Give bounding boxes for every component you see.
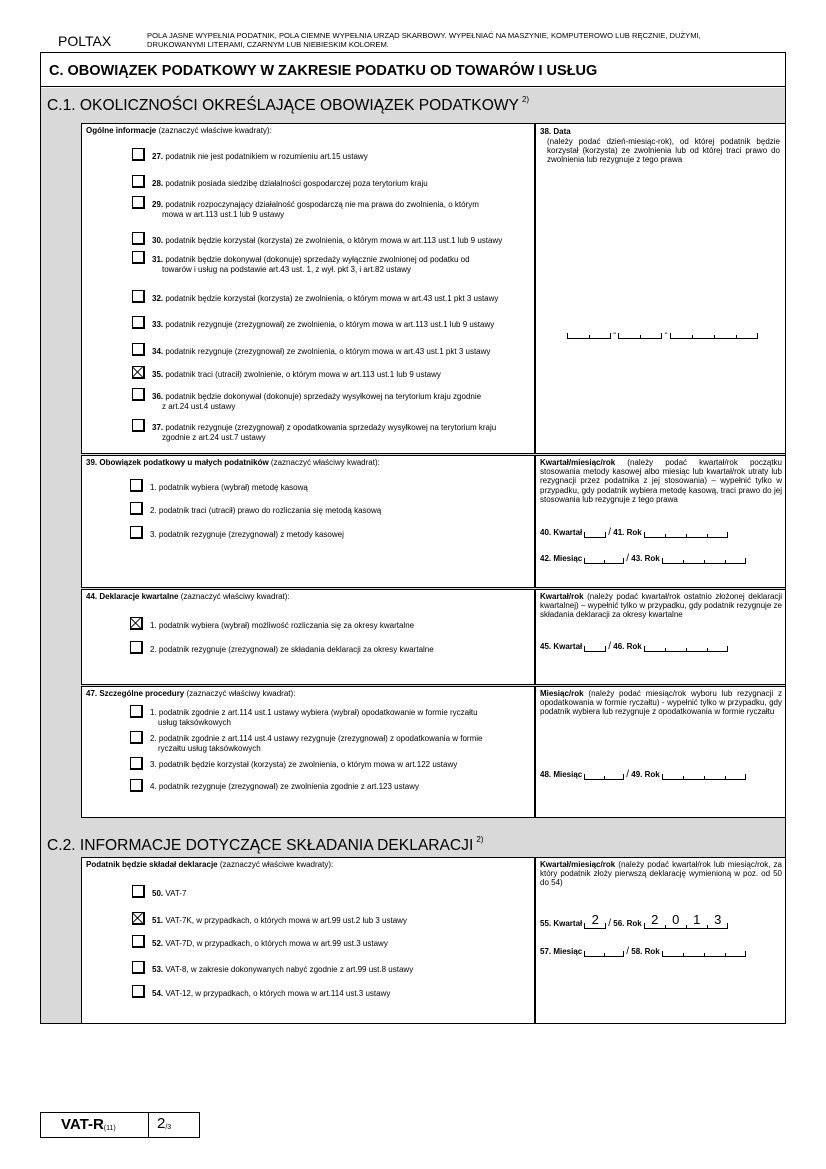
checkbox[interactable] [130,479,143,492]
item-label: 1. podatnik wybiera (wybrał) możliwość rozliczania się za okresy kwartalne [150,621,415,630]
item-label: 32. podatnik będzie korzystał (korzysta) ze zwolnienia, o którym mowa w art.43 ust.1 pkt 3 ustawy [152,294,499,303]
special-procedures-box [81,686,535,818]
cash-method-period-box [535,455,786,588]
checkbox[interactable] [132,316,145,329]
checkbox[interactable] [130,705,143,718]
quarter-55-value: 2 [591,912,599,927]
checkbox[interactable] [132,175,145,188]
form-code: VAT-$R_{(11)}$ [41,1113,149,1137]
poltax-logo: POLTAX [58,33,112,49]
declaration-type-box [81,857,535,1024]
item-label-cont: usług taksówkowych [158,718,231,727]
item-label: 27. podatnik nie jest podatnikiem w rozumieniu art.15 ustawy [152,152,368,161]
checkbox[interactable] [132,912,145,925]
checkbox[interactable] [130,757,143,770]
item-label-cont: mowa w art.113 ust.1 lub 9 ustawy [162,210,285,219]
checkbox[interactable] [132,961,145,974]
item-label: 1. podatnik wybiera (wybrał) metodę kasową [150,483,308,492]
small-taxpayer-box [81,455,535,588]
year-56-digit: 3 [714,912,722,927]
date-38-description: (należy podać dzień-miesiąc-rok), od której podatnik będzie korzystał (korzysta) ze zwolnienia lub od której traci prawo do zwolnienia lub rezygnuje z tego prawa [547,137,780,165]
checkbox[interactable] [130,526,143,539]
item-label: 4. podatnik rezygnuje (zrezygnował) ze zwolnienia zgodnie z art.123 ustawy [150,782,420,791]
quarter-55-year-56-input[interactable]: 55. Kwartał 2 / 56. Rok 2 0 1 3 [540,918,730,934]
general-info-heading: Ogólne informacje (zaznaczyć właściwe kwadraty): [86,126,272,135]
section-c1-title: C.1. OKOLICZNOŚCI OKREŚLAJĄCE OBOWIĄZEK PODATKOWY $^{2)}$ [47,95,530,114]
page-number: $2_{/3}$ [157,1115,172,1132]
item-label-cont: ryczałtu usług taksówkowych [158,744,261,753]
checkbox[interactable] [132,148,145,161]
item-label: 2. podatnik traci (utracił) prawo do rozliczania się metodą kasową [150,506,382,515]
quarterly-heading: 44. Deklaracje kwartalne (zaznaczyć właściwy kwadrat): [86,592,290,601]
first-declaration-description: Kwartał/miesiąc/rok (należy podać kwartał/rok lub miesiąc/rok, za który podatnik złoży pierwszą deklarację wymienioną w poz. od 50 do 54) [540,860,782,888]
date-38-label: 38. Data [540,127,571,136]
section-c2-title: C.2. INFORMACJE DOTYCZĄCE SKŁADANIA DEKLARACJI $^{2)}$ [47,835,484,854]
checkbox[interactable] [132,885,145,898]
item-label: 3. podatnik będzie korzystał (korzysta) ze zwolnienia, o którym mowa w art.122 ustawy [150,760,458,769]
item-label: 53. VAT-8, w zakresie dokonywanych nabyć zgodnie z art.99 ust.8 ustawy [152,965,414,974]
quarter-45-year-46-input[interactable]: 45. Kwartał / 46. Rok [540,641,730,652]
section-c-header [41,53,785,87]
item-label: 31. podatnik będzie dokonywał (dokonuje) sprzedaży wyłącznie zwolnionej od podatku od [152,255,470,264]
first-declaration-period-box [535,857,786,1024]
form-footer [40,1112,200,1138]
form-frame [40,52,786,1024]
item-label: 28. podatnik posiada siedzibę działalności gospodarczej poza terytorium kraju [152,179,428,188]
item-label-cont: towarów i usług na podstawie art.43 ust. 1, z wył. pkt 3, i art.82 ustawy [162,265,412,274]
checkbox[interactable] [132,388,145,401]
quarter-40-year-41-input[interactable]: 40. Kwartał / 41. Rok [540,527,730,538]
item-label-cont: z art.24 ust.4 ustawy [162,402,236,411]
item-label: 36. podatnik będzie dokonywał (dokonuje) sprzedaży wysyłkowej na terytorium kraju zgodnie [152,392,482,401]
year-56-digit: 0 [672,912,680,927]
year-56-digit: 1 [693,912,701,927]
section-c-title: C. OBOWIĄZEK PODATKOWY W ZAKRESIE PODATKU OD TOWARÓW I USŁUG [49,63,598,79]
lump-sum-period-box [535,686,786,818]
checkbox[interactable] [130,641,143,654]
month-42-year-43-input[interactable]: 42. Miesiąc / 43. Rok [540,553,748,564]
item-label-cont: zgodnie z art.24 ust.7 ustawy [162,433,266,442]
checkbox[interactable] [132,935,145,948]
quarterly-box [81,589,535,685]
cash-method-description: Kwartał/miesiąc/rok (należy podać kwartał/rok początku stosowania metody kasowej albo miesiąc lub kwartał/rok utraty lub rezygnacji przez podatnika z jej stosowania) – wypełnić tylko w przypadku, gdy podatnik wybiera metodę kasową, traci prawo do jej stosowania lub rezygnuje z tego prawa [540,458,782,504]
item-label: 1. podatnik zgodnie z art.114 ust.1 ustawy wybiera (wybrał) opodatkowanie w formie ryczałtu [150,708,478,717]
checkbox[interactable] [130,731,143,744]
item-label: 52. VAT-7D, w przypadkach, o których mowa w art.99 ust.3 ustawy [152,939,388,948]
checkbox[interactable] [132,251,145,264]
checkbox[interactable] [132,366,145,379]
date-38-input[interactable]: - - [565,328,760,339]
item-label: 37. podatnik rezygnuje (zrezygnował) z opodatkowania sprzedaży wysyłkowej na terytorium kraju [152,423,497,432]
checkbox[interactable] [130,617,143,630]
checkbox[interactable] [132,196,145,209]
checkbox[interactable] [130,502,143,515]
checkbox[interactable] [132,419,145,432]
special-procedures-heading: 47. Szczególne procedury (zaznaczyć właściwy kwadrat): [86,689,296,698]
month-48-year-49-input[interactable]: 48. Miesiąc / 49. Rok [540,769,748,780]
date-38-box [535,123,786,454]
quarterly-description: Kwartał/rok (należy podać kwartał/rok ostatnio złożonej deklaracji kwartalnej) – wypełnić tylko w przypadku, gdy podatnik rezygnuje ze składania deklaracji za okresy kwartalne [540,592,782,620]
year-56-digit: 2 [651,912,659,927]
lump-sum-description: Miesiąc/rok (należy podać miesiąc/rok wyboru lub rezygnacji z opodatkowania w formie ryczałtu) - wypełnić tylko w przypadku, gdy podatnik wybiera lub rezygnuje z opodatkowania w formie ryczałtu [540,689,782,717]
item-label: 3. podatnik rezygnuje (zrezygnował) z metody kasowej [150,530,344,539]
page-header [40,30,786,52]
item-label: 51. VAT-7K, w przypadkach, o których mowa w art.99 ust.2 lub 3 ustawy [152,916,407,925]
item-label: 50. VAT-7 [152,889,187,898]
checkbox[interactable] [132,343,145,356]
declaration-type-heading: Podatnik będzie składał deklaracje (zaznaczyć właściwe kwadraty): [86,860,334,869]
small-taxpayer-heading: 39. Obowiązek podatkowy u małych podatników (zaznaczyć właściwy kwadrat): [86,458,380,467]
item-label: 34. podatnik rezygnuje (zrezygnował) ze zwolnienia, o którym mowa w art.43 ust.1 pkt 3 ustawy [152,347,491,356]
item-label: 2. podatnik rezygnuje (zrezygnował) ze składania deklaracji za okresy kwartalne [150,645,434,654]
item-label: 35. podatnik traci (utracił) zwolnienie, o którym mowa w art.113 ust.1 lub 9 ustawy [152,370,441,379]
checkbox[interactable] [132,290,145,303]
quarterly-period-box [535,589,786,685]
fill-instructions: POLA JASNE WYPEŁNIA PODATNIK, POLA CIEMNE WYPEŁNIA URZĄD SKARBOWY. WYPEŁNIAĆ NA MASZYNIE, KOMPUTEROWO LUB RĘCZNIE, DUŻYMI, DRUKOWANYMI LITERAMI, CZARNYM LUB NIEBIESKIM KOLOREM. [147,31,701,49]
item-label: 54. VAT-12, w przypadkach, o których mowa w art.114 ust.3 ustawy [152,989,391,998]
month-57-year-58-input[interactable]: 57. Miesiąc / 58. Rok [540,946,748,957]
item-label: 29. podatnik rozpoczynający działalność gospodarczą nie ma prawa do zwolnienia, o którym [152,200,479,209]
item-label: 2. podatnik zgodnie z art.114 ust.4 ustawy rezygnuje (zrezygnował) z opodatkowania w formie [150,734,483,743]
general-info-box [81,123,535,454]
item-label: 30. podatnik będzie korzystał (korzysta) ze zwolnienia, o którym mowa w art.113 ust.1 lub 9 ustawy [152,236,503,245]
item-label: 33. podatnik rezygnuje (zrezygnował) ze zwolnienia, o którym mowa w art.113 ust.1 lub 9 ustawy [152,320,495,329]
checkbox[interactable] [130,779,143,792]
checkbox[interactable] [132,985,145,998]
checkbox[interactable] [132,232,145,245]
